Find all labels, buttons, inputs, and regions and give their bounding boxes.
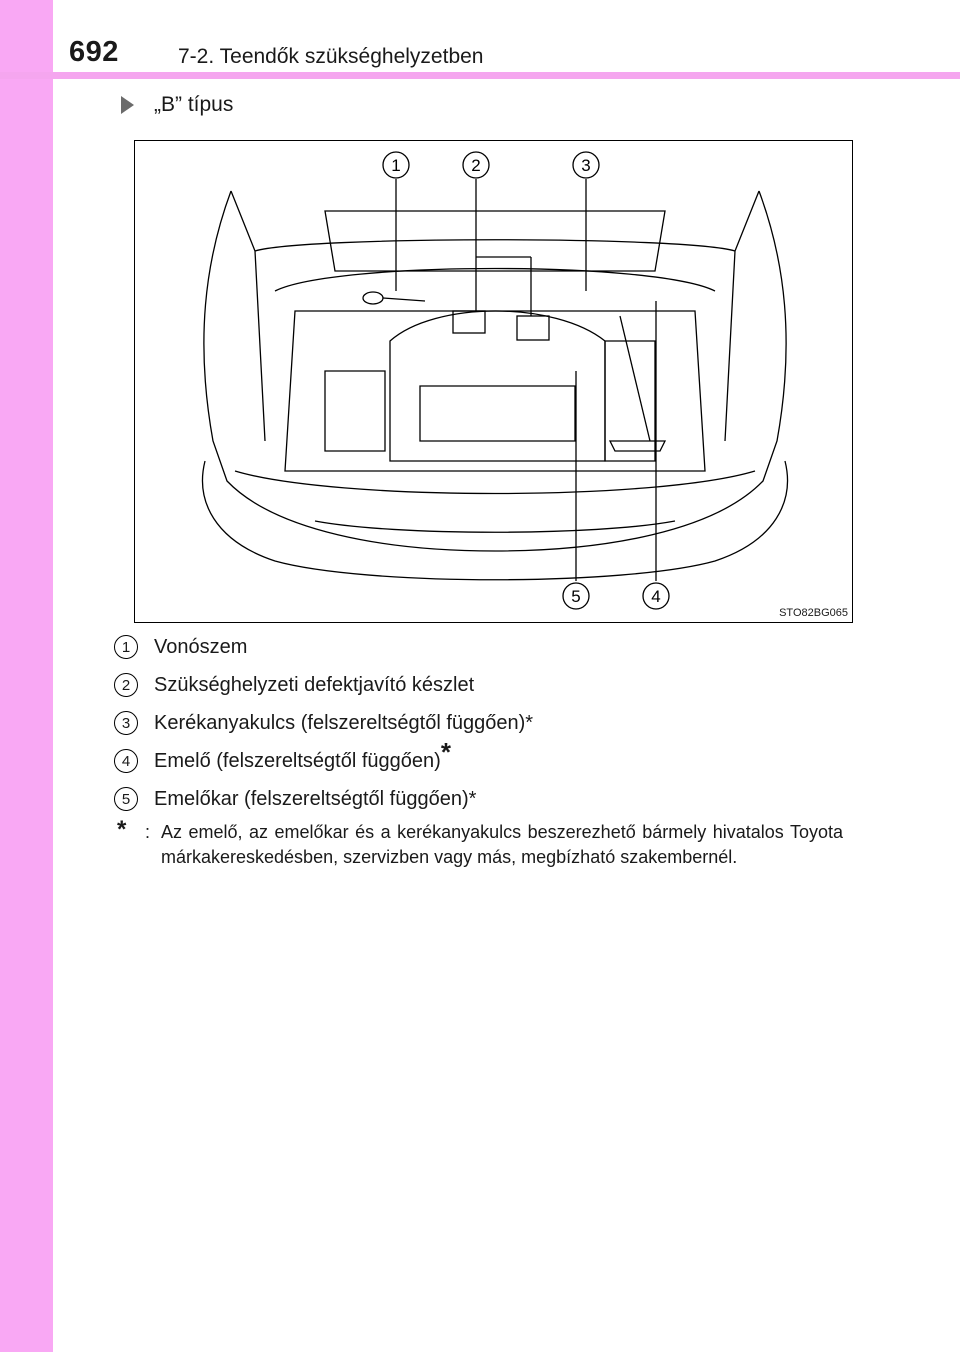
legend-text: Kerékanyakulcs (felszereltségtől függően)* <box>154 711 534 734</box>
legend-item <box>114 704 854 742</box>
legend-number: 4 <box>114 749 138 773</box>
page-sidebar <box>0 0 53 1352</box>
footnote-text: Az emelő, az emelőkar és a kerékanyakulcs beszerezhető bármely hivatalos Toyota márkakereskedésben, szervizben vagy más, megbízható szakembernél. <box>161 822 843 867</box>
legend-number: 5 <box>114 787 138 811</box>
page-number: 692 <box>69 36 119 68</box>
trunk-figure <box>134 140 853 623</box>
callout-2-label: 2 <box>471 156 481 175</box>
type-heading <box>121 90 233 120</box>
footnote <box>117 816 843 870</box>
legend-item <box>114 736 854 780</box>
callout-5-label: 5 <box>571 587 581 606</box>
legend-list <box>114 628 854 818</box>
footnote-asterisk: * <box>117 816 127 843</box>
legend-item <box>114 628 854 666</box>
section-title: 7-2. Teendők szükséghelyzetben <box>178 45 484 68</box>
legend-item <box>114 666 854 704</box>
legend-number: 2 <box>114 673 138 697</box>
legend-text-wrapper <box>154 736 451 773</box>
legend-text: Emelőkar (felszereltségtől függően)* <box>154 787 477 810</box>
legend-number: 3 <box>114 711 138 735</box>
header-rule <box>0 72 960 79</box>
figure-code: STO82BG065 <box>779 607 848 619</box>
legend-text: Emelő (felszereltségtől függően) <box>154 749 441 772</box>
triangle-bullet-icon <box>121 96 134 114</box>
callout-3-label: 3 <box>581 156 591 175</box>
type-label: „B” típus <box>154 93 234 116</box>
trunk-illustration <box>135 141 852 622</box>
callout-1-label: 1 <box>391 156 401 175</box>
callout-4-label: 4 <box>651 587 661 606</box>
legend-number: 1 <box>114 635 138 659</box>
legend-item <box>114 780 854 818</box>
legend-text: Vonószem <box>154 635 248 658</box>
footnote-colon: : <box>145 822 151 842</box>
asterisk-superscript: * <box>440 736 451 767</box>
legend-text: Szükséghelyzeti defektjavító készlet <box>154 673 475 696</box>
